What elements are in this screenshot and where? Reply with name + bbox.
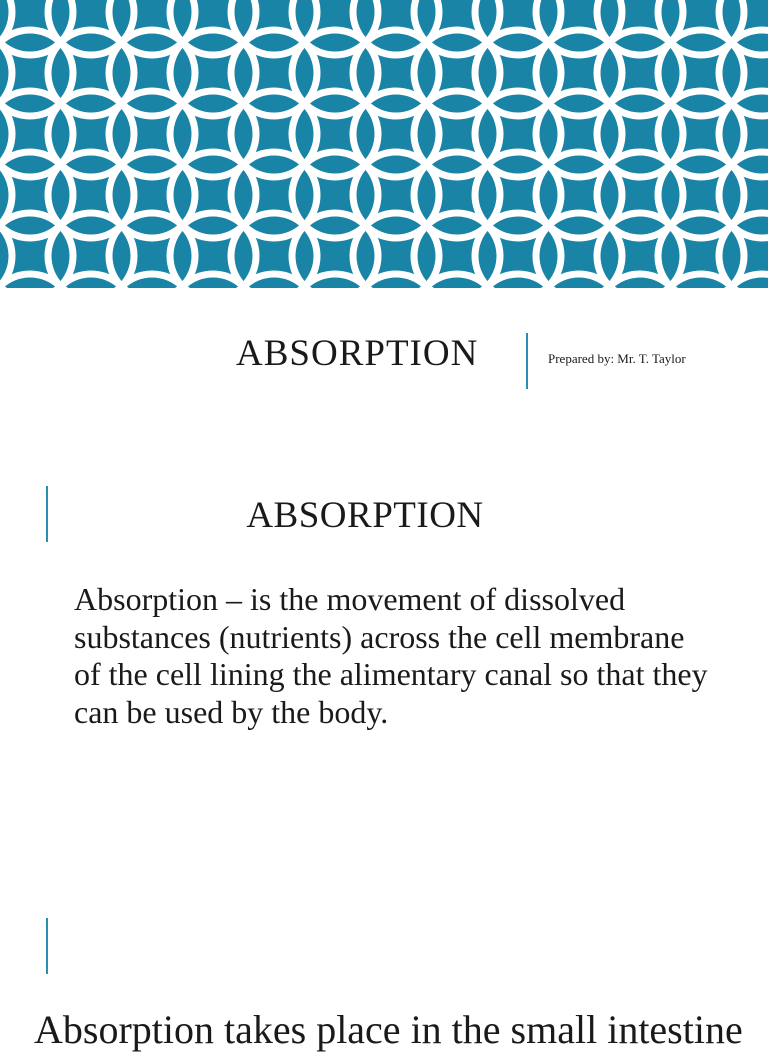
title-divider — [526, 333, 528, 389]
banner-background — [0, 0, 768, 288]
title-slide-title: ABSORPTION — [236, 333, 479, 374]
slide-body-text: Absorption – is the movement of dissolved substances (nutrients) across the cell membrane of the cell lining the alimentary canal so that they can be used by the body. — [74, 581, 708, 730]
presenter-credit: Prepared by: Mr. T. Taylor — [548, 351, 686, 366]
circle-pattern-graphic — [0, 0, 768, 288]
slide-heading: ABSORPTION — [246, 495, 484, 536]
next-slide-accent-bar — [46, 918, 48, 974]
next-slide-partial-text: Absorption takes place in the small intestine — [34, 1007, 743, 1052]
decorative-banner — [0, 0, 768, 288]
